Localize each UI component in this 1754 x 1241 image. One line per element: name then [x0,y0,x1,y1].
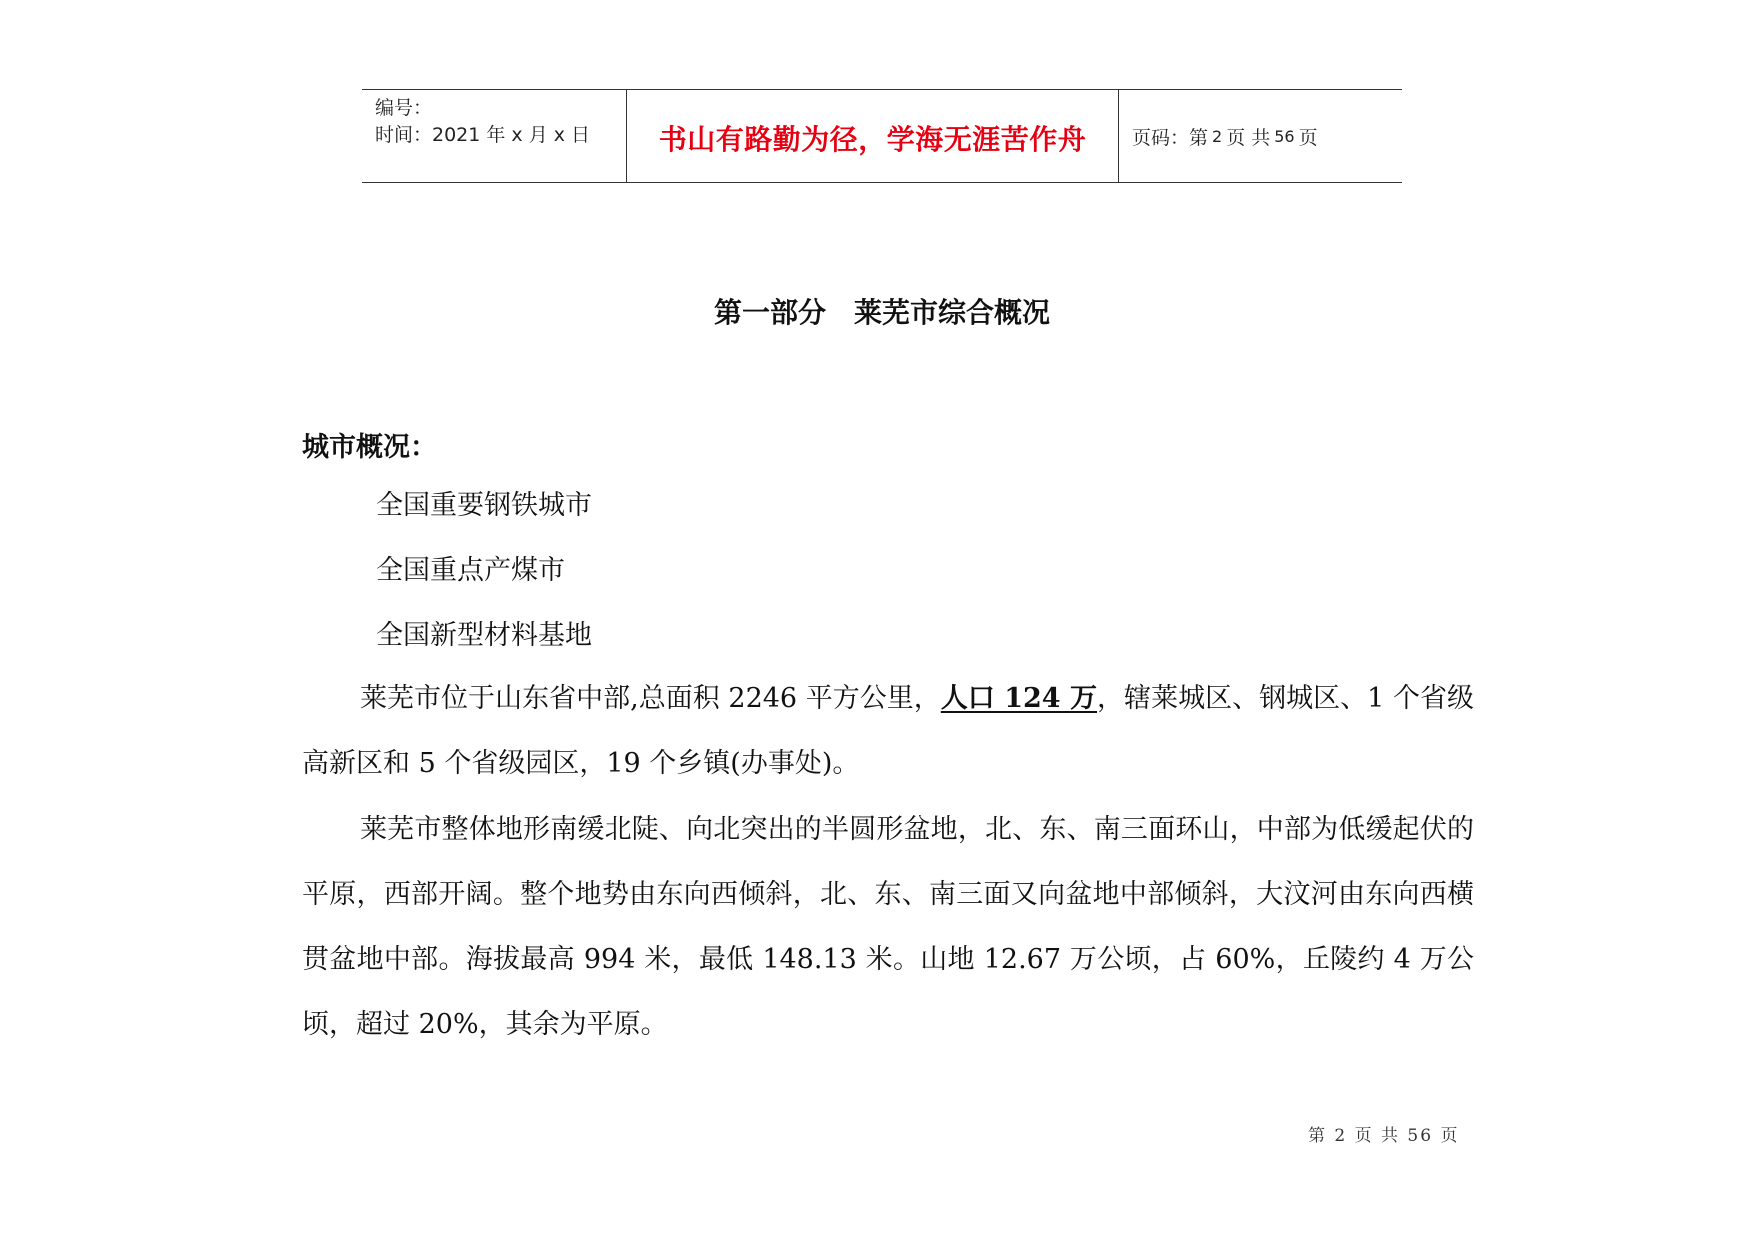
paragraph-terrain: 莱芜市整体地形南缓北陡、向北突出的半圆形盆地，北、东、南三面环山，中部为低缓起伏的平原，西部开阔。整个地势由东向西倾斜，北、东、南三面又向盆地中部倾斜，大汶河由东向西横贯盆地中部。海拔最高 994 米，最低 148.13 米。山地 12.67 万公顷，占 60%，丘陵约 4 万公顷，超过 20%，其余为平原。 [302,814,1474,1040]
document-header [362,89,1402,183]
page-suffix: 页 [1298,126,1318,149]
feature-item: 全国新型材料基地 [376,620,592,651]
city-overview-heading: 城市概况： [302,432,437,463]
page-total: 56 [1274,126,1295,146]
page-middle: 页 共 [1226,126,1271,149]
feature-item: 全国重点产煤市 [376,555,565,586]
section-title [0,291,1754,331]
paragraph-text: 莱芜市位于山东省中部,总面积 2246 平方公里， [360,683,941,714]
motto-text: 书山有路勤为径，学海无涯苦作舟 [658,123,1087,156]
page-footer: 第 2 页 共 56 页 [1308,1126,1460,1146]
date-line: 时间：2021 年 x 月 x 日 [375,124,591,146]
section-heading: 莱芜市综合概况 [854,296,1051,329]
header-meta-cell [362,90,627,182]
header-motto-cell [627,90,1119,182]
paragraph-text: ，辖莱城区、钢城区、1 个省级高新区和 5 个省级园区，19 个乡镇(办事处)。 [302,683,1474,779]
section-part: 第一部分 [713,296,826,329]
feature-item: 全国重要钢铁城市 [376,490,592,521]
paragraph-location [302,666,1474,796]
page-current: 2 [1212,126,1223,146]
page-prefix: 页码：第 [1132,126,1209,149]
header-page-cell [1119,90,1402,182]
number-label: 编号： [375,97,433,119]
population-highlight: 人口 124 万 [940,683,1098,714]
